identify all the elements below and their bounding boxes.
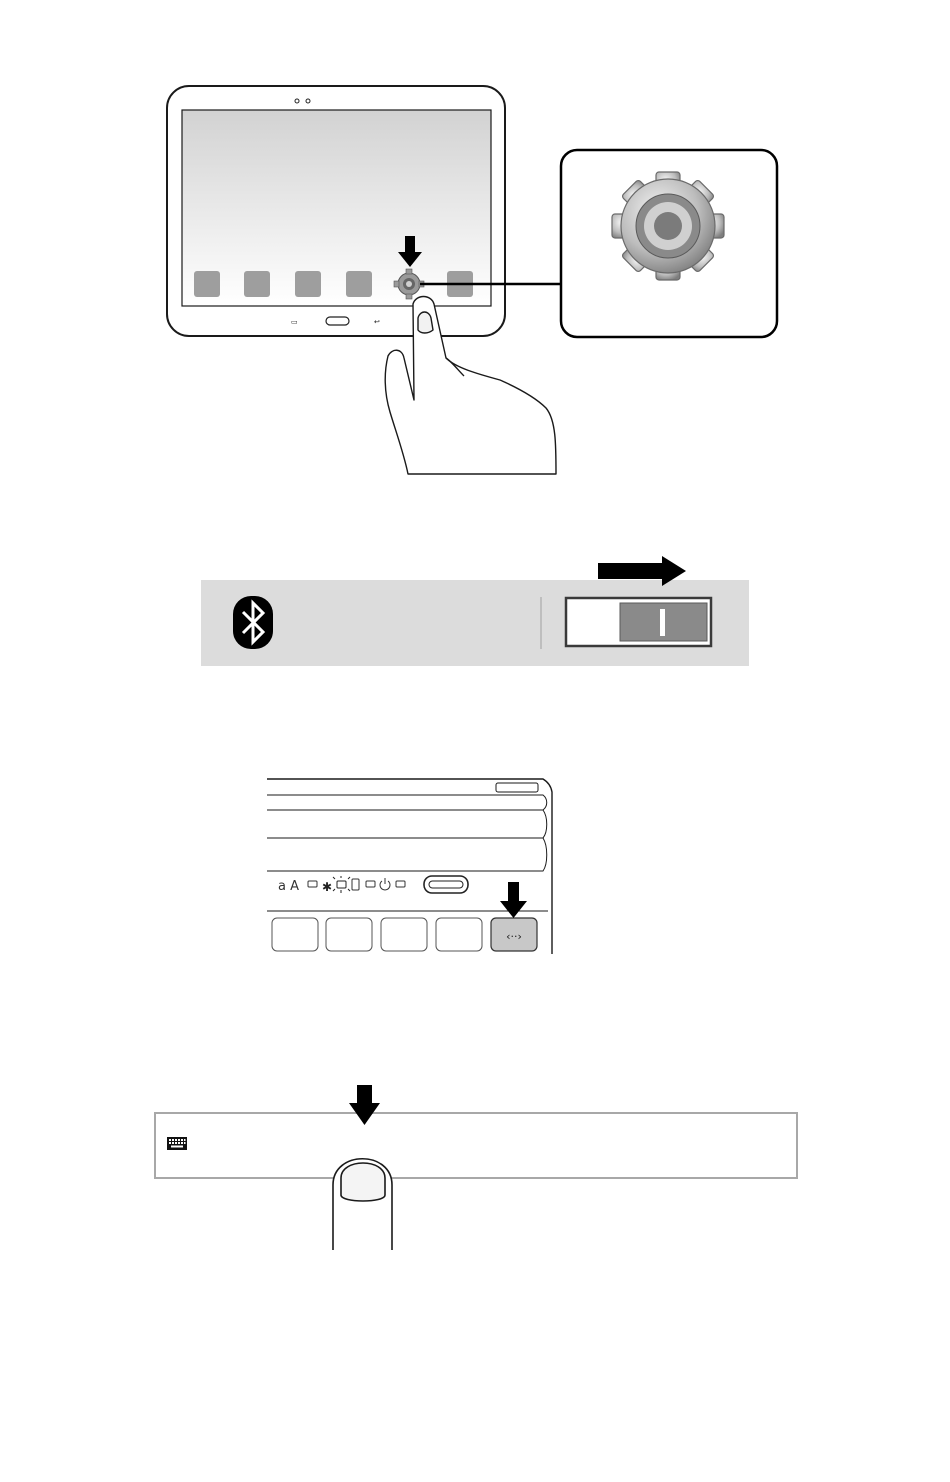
settings-callout [561,150,777,337]
bluetooth-small-icon: ✱ [322,880,333,894]
app-icon[interactable] [346,271,372,297]
indicator-led [308,881,317,887]
keyboard-key[interactable] [326,918,372,951]
keyboard-key[interactable] [272,918,318,951]
pairing-led-blinking-icon [333,876,350,893]
power-slider-switch[interactable] [424,876,468,893]
battery-icon [352,879,359,890]
function-keys [272,918,537,951]
power-icon [380,878,390,890]
keyboard-row [267,810,547,838]
menu-key-icon[interactable]: ▭ [291,318,298,326]
size-label: a A [278,879,299,894]
keyboard-row [267,838,547,871]
keyboard-key[interactable] [381,918,427,951]
fingertip [333,1159,392,1250]
bluetooth-icon [233,596,273,649]
indicator-led [366,881,375,887]
bluetooth-toggle-switch[interactable] [566,598,711,646]
keyboard-row [267,795,547,810]
app-icon[interactable] [295,271,321,297]
pairing-key-label: ‹··› [506,930,522,943]
bluetooth-setting-bar [201,556,749,666]
app-icon[interactable] [194,271,220,297]
keyboard-status-indicators [278,876,468,894]
tablet-illustration [167,86,777,474]
pairing-key[interactable] [491,918,537,951]
tablet-screen[interactable] [182,110,491,306]
settings-gear-icon [612,172,724,280]
keyboard-top-slot [496,783,538,792]
indicator-led [396,881,405,887]
down-arrow-icon [500,882,527,918]
app-icon[interactable] [244,271,270,297]
keyboard-illustration [267,779,552,954]
back-key-icon[interactable]: ↩ [374,318,380,326]
device-row[interactable] [155,1113,797,1178]
keyboard-icon [167,1137,187,1150]
paired-device-list [155,1085,797,1250]
keyboard-key[interactable] [436,918,482,951]
